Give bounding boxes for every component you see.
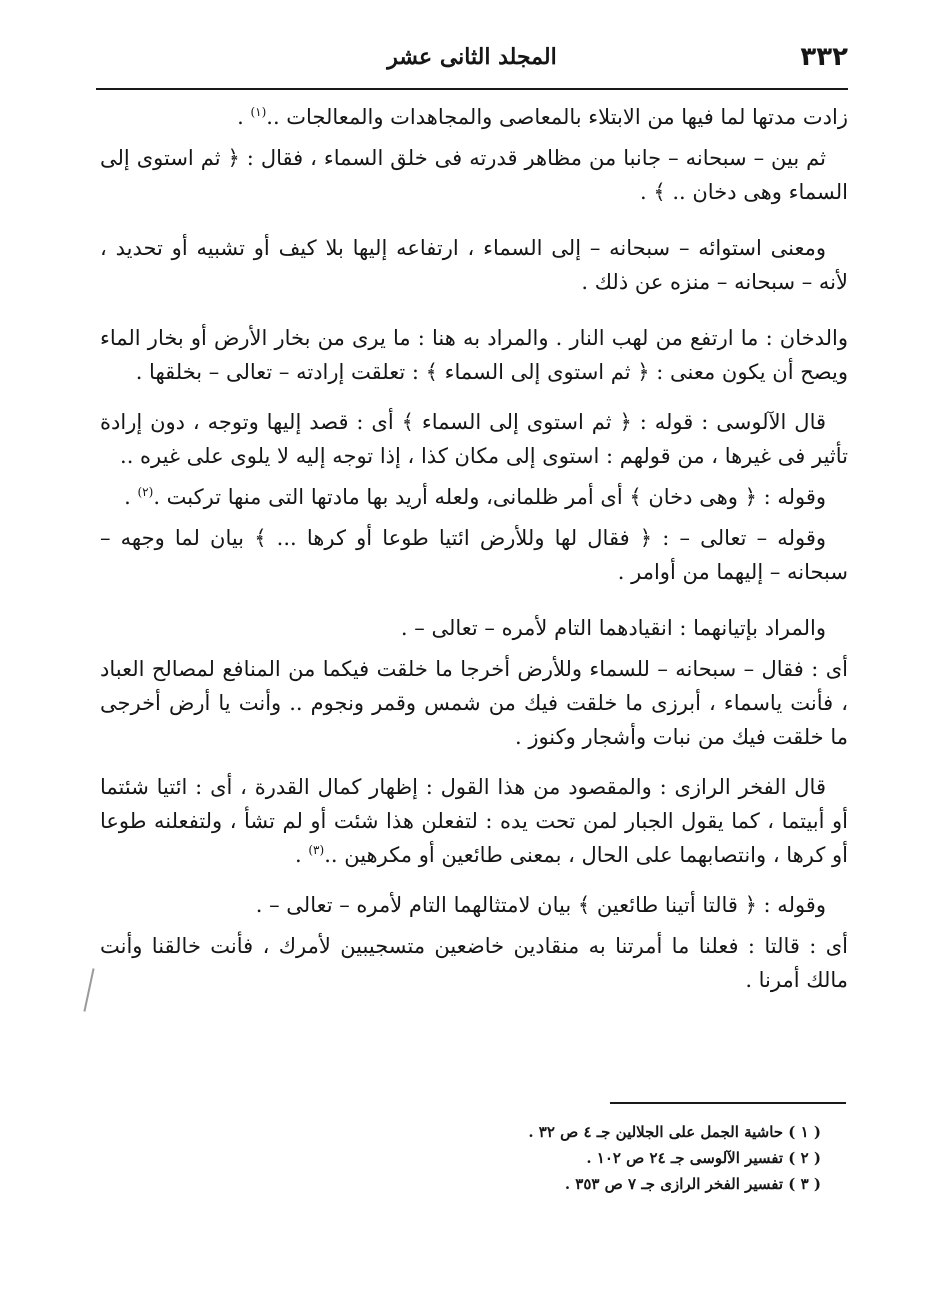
paragraph-6: وقوله : ﴿ وهى دخان ﴾ أى أمر ظلمانى، ولعله أريد بها مادتها التى منها تركبت .$^{(٢)}$ . — [124, 485, 826, 509]
body-text — [100, 100, 848, 997]
footnote-2: ( ٢ ) تفسير الآلوسى جـ ٢٤ ص ١٠٢ . — [586, 1149, 821, 1167]
paragraph-5: قال الآلوسى : قوله : ﴿ ثم استوى إلى السماء ﴾ أى : قصد إليها وتوجه ، دون إرادة تأثير فى غيرها ، من قولهم : استوى إلى مكان كذا ، إذا توجه إليه لا يلوى على غيره .. — [100, 410, 848, 468]
footnote-rule — [610, 1102, 846, 1104]
footnotes — [401, 1119, 821, 1197]
page-mark — [83, 968, 94, 1011]
footnote-3: ( ٣ ) تفسير الفخر الرازى جـ ٧ ص ٣٥٣ . — [564, 1175, 821, 1193]
paragraph-4: والدخان : ما ارتفع من لهب النار . والمراد به هنا : ما يرى من بخار الأرض أو بخار الماء ويصح أن يكون معنى : ﴿ ثم استوى إلى السماء ﴾ : تعلقت إرادته – تعالى – بخلقها . — [100, 326, 848, 384]
paragraph-1: زادت مدتها لما فيها من الابتلاء بالمعاصى والمجاهدات والمعالجات ..$^{(١)}$ . — [237, 105, 848, 129]
paragraph-3: ومعنى استوائه – سبحانه – إلى السماء ، ارتفاعه إليها بلا كيف أو تشبيه أو تحديد ، لأنه – سبحانه – منزه عن ذلك . — [100, 236, 848, 294]
footnote-1: ( ١ ) حاشية الجمل على الجلالين جـ ٤ ص ٣٢ . — [528, 1123, 821, 1141]
paragraph-11: وقوله : ﴿ قالتا أتينا طائعين ﴾ بيان لامتثالهما التام لأمره – تعالى – . — [255, 893, 826, 917]
paragraph-12: أى : قالتا : فعلنا ما أمرتنا به منقادين خاضعين متسجيبين لأمرك ، فأنت خالقنا وأنت مالك أمرنا . — [100, 934, 848, 992]
paragraph-10: قال الفخر الرازى : والمقصود من هذا القول : إظهار كمال القدرة ، أى : ائتيا شئتما أو أبيتما ، كما يقول الجبار لمن تحت يده : لتفعلن هذا شئت أو لم تشأ ، ولتفعلنه طوعا أو كرها ، وانتصابهما على الحال ، بمعنى طائعين أو مكرهين ..$^{(٣)}$ . — [100, 775, 848, 867]
footnote-ref-2: (٢) — [137, 485, 154, 499]
header-rule — [96, 88, 848, 90]
page-header — [96, 38, 848, 78]
paragraph-9: أى : فقال – سبحانه – للسماء وللأرض أخرجا ما خلقت فيكما من المنافع لمصالح العباد ، فأنت ياسماء ، أبرزى ما خلقت فيك من شمس وقمر ونجوم .. وأنت يا أرض أخرجى ما خلقت فيك من نبات وأشجار وكنوز . — [100, 657, 848, 749]
page-number: ٣٣٢ — [800, 42, 848, 72]
paragraph-8: والمراد بإتيانهما : انقيادهما التام لأمره – تعالى – . — [400, 616, 826, 640]
paragraph-2: ثم بين – سبحانه – جانبا من مظاهر قدرته فى خلق السماء ، فقال : ﴿ ثم استوى إلى السماء وهى دخان .. ﴾ . — [100, 146, 848, 204]
footnote-ref-3: (٣) — [308, 843, 325, 857]
volume-title: المجلد الثانى عشر — [387, 44, 557, 70]
footnote-ref-1: (١) — [250, 105, 267, 119]
paragraph-7: وقوله – تعالى – : ﴿ فقال لها وللأرض ائتيا طوعا أو كرها ... ﴾ بيان لما وجهه – سبحانه – إليهما من أوامر . — [100, 526, 848, 584]
